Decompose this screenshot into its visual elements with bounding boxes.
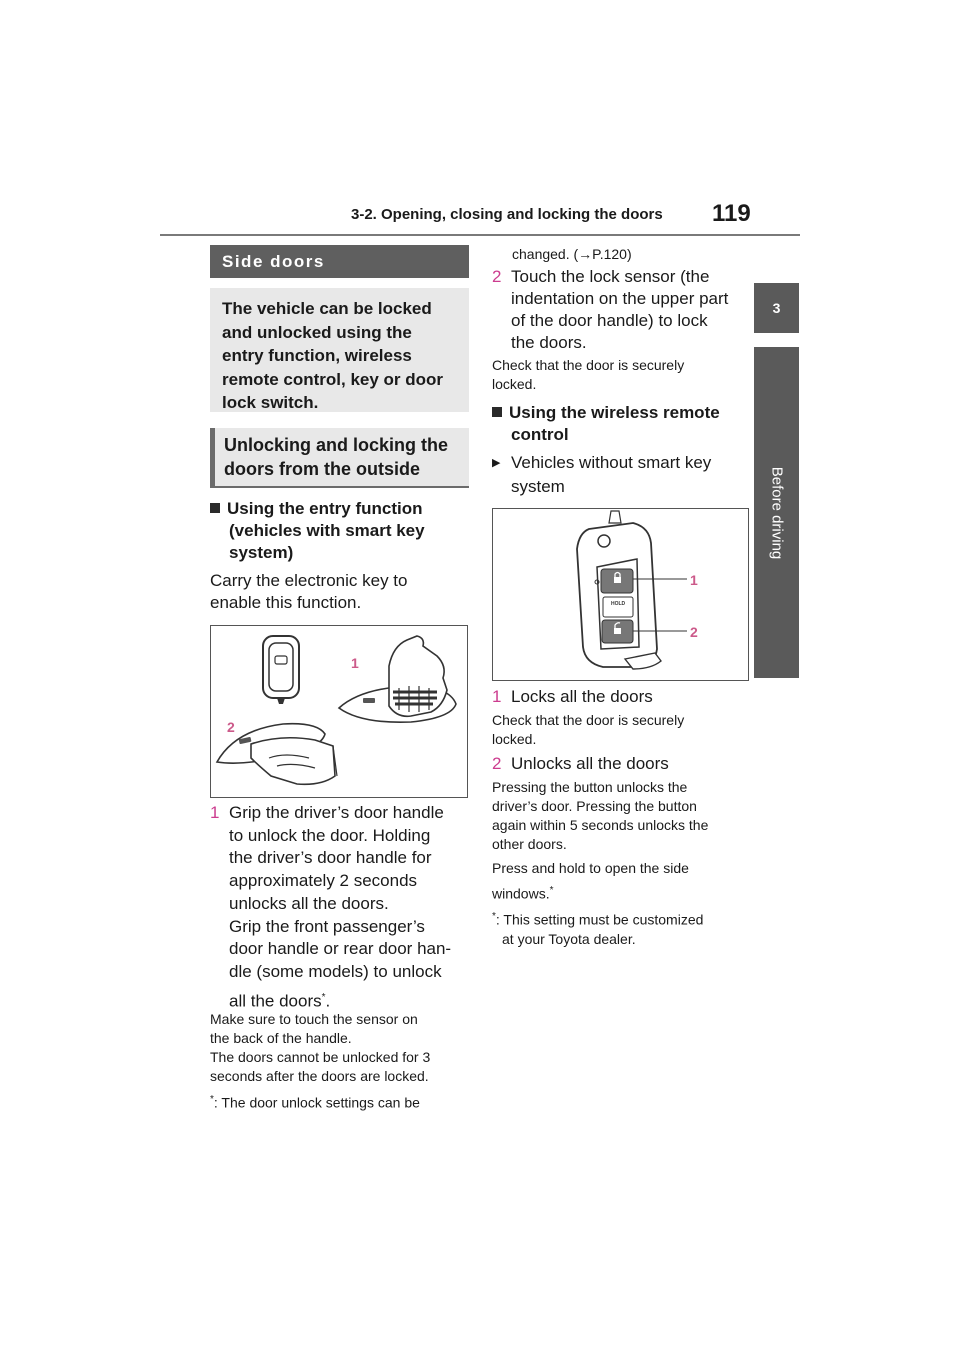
intro-line: entry function, wireless xyxy=(222,346,412,365)
intro-line: remote control, key or door xyxy=(222,369,444,389)
unlock-item-note: Pressing the button unlocks the driver’s door. Pressing the button again within 5 seconds unlocks the other doors. xyxy=(492,779,709,852)
header-divider xyxy=(160,234,800,236)
step-2: 2 Touch the lock sensor (the indentation on the upper part of the door handle) to lock the doors. xyxy=(492,267,729,352)
vehicles-without-smart-key: ▶ Vehicles without smart key system xyxy=(492,453,712,496)
footnote-customize: *: This setting must be customized at your Toyota dealer. xyxy=(492,911,704,947)
lock-item: 1 Locks all the doors xyxy=(492,687,653,706)
footnote-continued: changed. (→P.120) xyxy=(512,246,632,262)
figure-label-1: 1 xyxy=(690,572,698,588)
entry-function-heading: Using the entry function (vehicles with smart key system) xyxy=(210,498,472,564)
item-number: 1 xyxy=(492,687,502,706)
step-1: 1 Grip the driver’s door handle to unlock the door. Holding the driver’s door handle for approximately 2 seconds unlocks all the doors. Grip the front passenger’s door handle or rear door han- dle (some models) to unlock all the doors*. xyxy=(210,803,452,1011)
page-number: 119 xyxy=(712,200,751,227)
chapter-number: 3 xyxy=(772,300,781,316)
intro-line: and unlocked using the xyxy=(222,322,412,342)
intro-line: lock switch. xyxy=(222,393,319,412)
door-handle-illustration xyxy=(211,626,467,797)
figure-label-2: 2 xyxy=(690,624,698,640)
figure-label-1: 1 xyxy=(351,655,359,671)
footnote: *: The door unlock settings can be xyxy=(210,1094,420,1111)
door-handle-sensor-icon xyxy=(217,724,337,785)
chapter-tab xyxy=(754,347,799,678)
square-bullet-icon xyxy=(492,407,502,417)
section-heading: Side doors xyxy=(210,245,469,278)
figure-label-2: 2 xyxy=(227,719,235,735)
flip-key-remote-icon xyxy=(577,511,661,669)
item-number: 2 xyxy=(492,754,502,773)
intro-line: The vehicle can be locked xyxy=(222,299,432,318)
step-number: 1 xyxy=(210,803,220,822)
remote-control-heading: Using the wireless remote control xyxy=(492,402,754,446)
chapter-tab-number xyxy=(754,283,799,333)
step-2-note: Check that the door is securely locked. xyxy=(492,357,685,392)
remote-key-figure xyxy=(492,508,749,681)
intro-box xyxy=(210,288,469,412)
chapter-title: Before driving xyxy=(768,466,785,559)
unlock-item: 2 Unlocks all the doors xyxy=(492,754,669,773)
lock-item-note: Check that the door is securely locked. xyxy=(492,712,685,747)
remote-key-illustration xyxy=(493,509,748,680)
entry-note: Make sure to touch the sensor on the back of the handle. The doors cannot be unlocked for 3 seconds after the doors are locked. xyxy=(210,1011,431,1084)
section-title: 3-2. Opening, closing and locking the doors xyxy=(351,206,663,223)
subsection-line: Unlocking and locking the xyxy=(224,435,449,455)
square-bullet-icon xyxy=(210,503,220,513)
triangle-bullet-icon: ▶ xyxy=(492,457,501,469)
subsection-line: doors from the outside xyxy=(224,459,421,479)
step-number: 2 xyxy=(492,267,502,286)
subsection-heading xyxy=(210,428,469,488)
door-handle-hand-icon xyxy=(339,636,456,722)
hold-note: Press and hold to open the side windows.* xyxy=(492,860,689,902)
entry-intro: Carry the electronic key to enable this function. xyxy=(210,571,408,612)
hold-button-label: HOLD xyxy=(611,601,626,607)
smart-key-icon xyxy=(263,636,299,704)
door-handle-figure xyxy=(210,625,468,798)
